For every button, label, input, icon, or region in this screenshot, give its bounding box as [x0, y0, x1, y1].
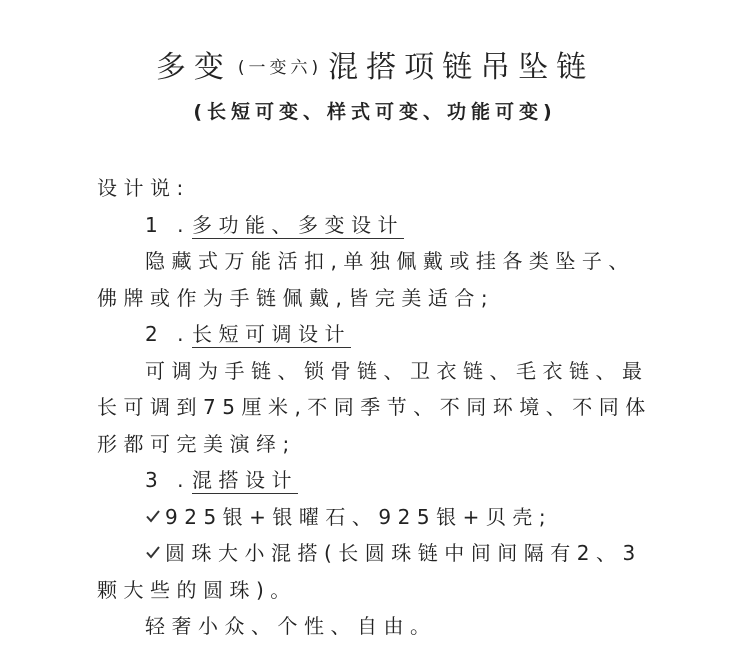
closing-line: 轻奢小众、个性、自由。	[145, 614, 437, 638]
paragraph-line: 可调为手链、锁骨链、卫衣链、毛衣链、最	[145, 358, 649, 383]
design-description	[97, 170, 717, 645]
paragraph-line: 形都可完美演绎;	[97, 431, 296, 456]
section-heading-text: 混搭设计	[191, 468, 298, 492]
page-subtitle: (长短可变、样式可变、功能可变)	[193, 101, 557, 123]
section-heading-2	[97, 316, 717, 353]
section-number: 1 .	[145, 212, 190, 237]
check-item	[97, 535, 717, 572]
title-main-part1: 多变	[155, 50, 232, 85]
check-icon	[145, 535, 161, 572]
section-number: 2 .	[145, 322, 190, 346]
check-item	[97, 499, 717, 536]
check-item-text: 圆珠大小混搭(长圆珠链中间间隔有2、3	[165, 541, 642, 565]
intro-label: 设计说:	[97, 176, 190, 200]
page-title	[0, 42, 750, 86]
section-heading-3	[97, 462, 717, 499]
section-heading-text: 长短可调设计	[191, 322, 351, 346]
check-icon	[145, 499, 161, 536]
check-item-text: 925银+银曜石、925银+贝壳;	[165, 504, 553, 529]
section-number: 3 .	[145, 468, 190, 492]
paragraph-line: 颗大些的圆珠)。	[97, 577, 297, 602]
section-heading-text: 多功能、多变设计	[191, 212, 404, 237]
section-heading-1	[97, 207, 717, 244]
title-main-part2: 混搭项链吊坠链	[328, 50, 595, 85]
title-small-part: (一变六)	[237, 58, 323, 78]
paragraph-line: 佛牌或作为手链佩戴,皆完美适合;	[97, 285, 495, 310]
paragraph-line: 隐藏式万能活扣,单独佩戴或挂各类坠子、	[145, 249, 635, 273]
paragraph-line: 长可调到75厘米,不同季节、不同环境、不同体	[97, 395, 652, 419]
